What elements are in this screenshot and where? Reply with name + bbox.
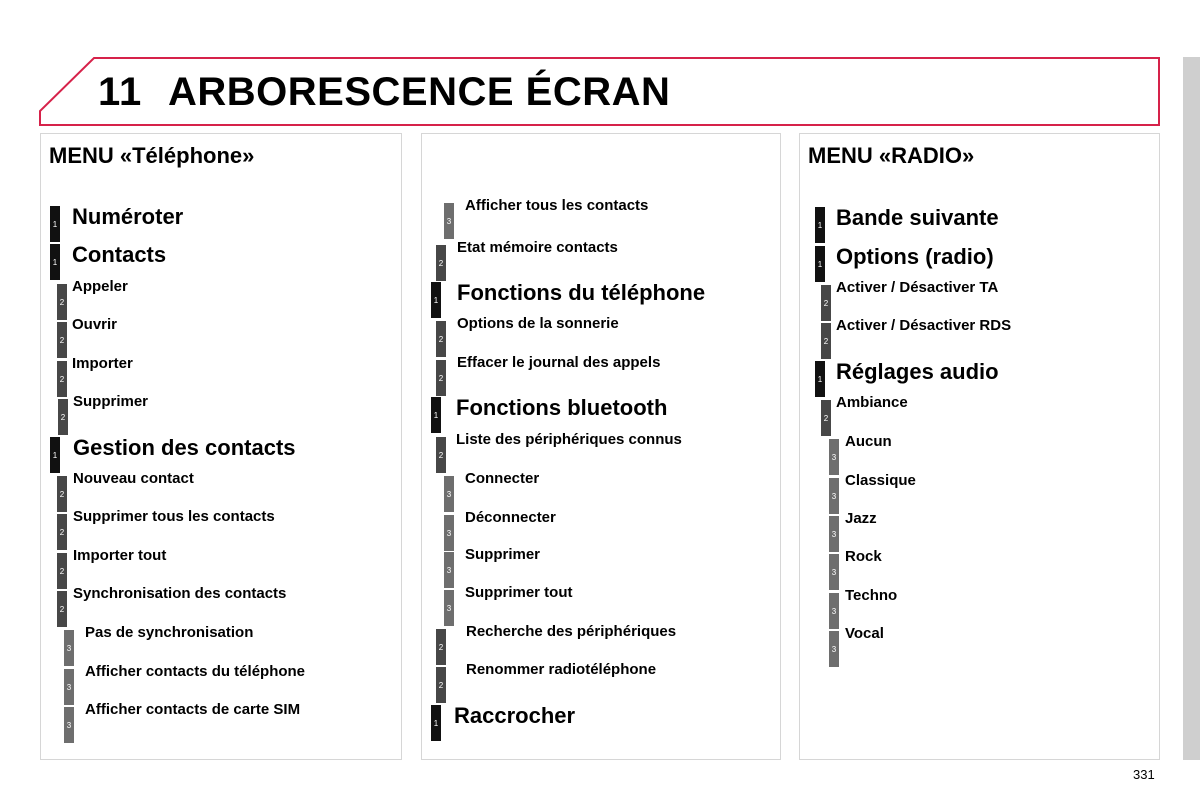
menu-item-label: Pas de synchronisation [85,624,254,641]
menu-item-label: Afficher contacts du téléphone [85,663,306,680]
level-badge: 2 [436,321,446,357]
level-badge: 3 [64,630,74,666]
level-badge: 1 [431,397,441,433]
menu-item-label: Importer tout [73,547,167,564]
level-badge: 3 [444,590,454,626]
menu-item-label: Déconnecter [465,509,556,526]
side-tab-strip [1183,57,1200,760]
level-badge: 1 [815,246,825,282]
menu-item-label: Options (radio) [836,244,994,269]
menu-radio-title: MENU «RADIO» [808,143,975,168]
chapter-header [0,0,1170,135]
level-badge: 2 [57,361,67,397]
level-badge: 2 [821,400,831,436]
menu-item-label: Classique [845,472,916,489]
page-title: ARBORESCENCE ÉCRAN [168,70,671,114]
menu-item-label: Jazz [845,510,877,527]
menu-item-label: Rock [845,548,882,565]
menu-item-label: Gestion des contacts [73,435,296,460]
menu-item-label: Contacts [72,242,167,267]
level-badge: 2 [436,437,446,473]
menu-item-label: Synchronisation des contacts [73,585,287,602]
menu-item-label: Raccrocher [454,703,576,728]
chapter-number: 11 [98,70,143,114]
level-badge: 2 [821,323,831,359]
level-badge: 1 [50,206,60,242]
level-badge: 2 [436,629,446,665]
level-badge: 3 [829,439,839,475]
level-badge: 3 [64,707,74,743]
menu-item-label: Renommer radiotéléphone [466,661,657,678]
level-badge: 2 [57,514,67,550]
menu-item-label: Liste des périphériques connus [456,431,682,448]
level-badge: 2 [57,476,67,512]
menu-item-label: Fonctions bluetooth [456,395,668,420]
menu-item-label: Activer / Désactiver RDS [836,317,1012,334]
level-badge: 1 [50,437,60,473]
level-badge: 1 [431,705,441,741]
menu-item-label: Fonctions du téléphone [457,280,706,305]
level-badge: 3 [64,669,74,705]
level-badge: 3 [444,515,454,551]
level-badge: 2 [436,667,446,703]
menu-item-label: Aucun [845,433,892,450]
level-badge: 3 [829,554,839,590]
menu-item-label: Supprimer [73,393,149,410]
level-badge: 2 [57,284,67,320]
level-badge: 3 [444,552,454,588]
level-badge: 2 [821,285,831,321]
menu-item-label: Supprimer tous les contacts [73,508,275,525]
menu-item-label: Recherche des périphériques [466,623,677,640]
menu-item-label: Importer [72,355,133,372]
menu-item-label: Numéroter [72,204,184,229]
menu-telephone-title: MENU «Téléphone» [49,143,255,168]
level-badge: 1 [50,244,60,280]
menu-item-label: Activer / Désactiver TA [836,279,999,296]
level-badge: 3 [829,478,839,514]
level-badge: 2 [57,553,67,589]
menu-item-label: Nouveau contact [73,470,194,487]
menu-item-label: Réglages audio [836,359,999,384]
level-badge: 3 [829,593,839,629]
level-badge: 2 [436,360,446,396]
menu-item-label: Ambiance [836,394,908,411]
menu-item-label: Bande suivante [836,205,999,230]
menu-item-label: Techno [845,587,898,604]
menu-item-label: Vocal [845,625,884,642]
menu-item-label: Options de la sonnerie [457,315,619,332]
level-badge: 2 [436,245,446,281]
menu-item-label: Connecter [465,470,540,487]
menu-item-label: Afficher tous les contacts [465,197,649,214]
level-badge: 1 [815,207,825,243]
menu-item-label: Afficher contacts de carte SIM [85,701,301,718]
level-badge: 2 [58,399,68,435]
level-badge: 1 [815,361,825,397]
level-badge: 1 [431,282,441,318]
level-badge: 3 [444,203,454,239]
level-badge: 2 [57,322,67,358]
level-badge: 3 [829,516,839,552]
menu-item-label: Ouvrir [72,316,118,333]
menu-item-label: Effacer le journal des appels [457,354,661,371]
page-number: 331 [1133,767,1155,782]
level-badge: 3 [444,476,454,512]
menu-item-label: Appeler [72,278,128,295]
level-badge: 3 [829,631,839,667]
menu-item-label: Supprimer tout [465,584,573,601]
menu-item-label: Supprimer [465,546,541,563]
menu-item-label: Etat mémoire contacts [457,239,618,256]
level-badge: 2 [57,591,67,627]
